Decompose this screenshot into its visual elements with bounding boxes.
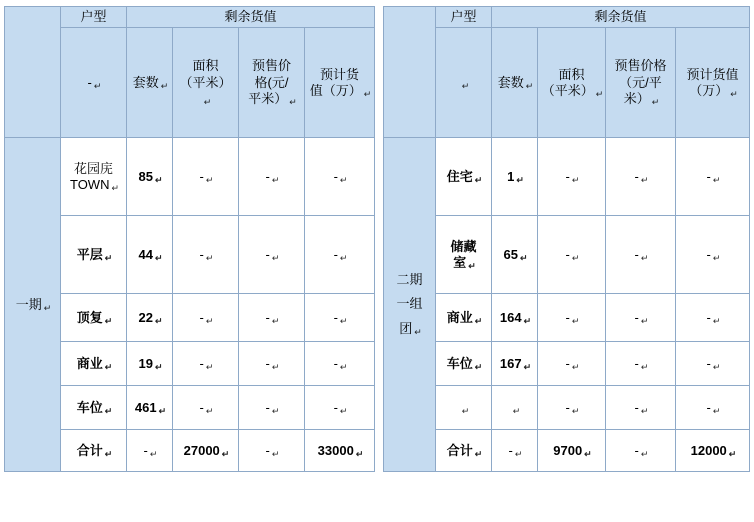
row-type-2-right: 商业 ↵ [435, 294, 491, 342]
row-value-3-right: - ↵ [675, 342, 749, 386]
header-yushoujia-right-line2: （元/平 [619, 74, 662, 90]
group-label-left-text: 一期 ↵ [16, 297, 50, 312]
table-row-header-1 [383, 7, 749, 28]
row-price-3-right: - ↵ [605, 342, 675, 386]
row-value-total: 33000 ↵ [305, 430, 375, 472]
table-row [383, 386, 749, 430]
row-area-2: - ↵ [173, 294, 239, 342]
header-yujihuozhi-right-line2: （万） ↵ [679, 83, 746, 99]
table-row-total [5, 430, 375, 472]
row-area-3-right: - ↵ [537, 342, 605, 386]
row-value-total-right: 12000 ↵ [675, 430, 749, 472]
header-taoshu-right: 套数 ↵ [491, 28, 537, 138]
row-type-1-right-line1: 储藏 [450, 238, 477, 254]
row-count-1: 44 ↵ [127, 216, 173, 294]
header-remaining-value-right: 剩余货值 [491, 7, 749, 28]
table-row [383, 138, 749, 216]
row-price-0: - ↵ [239, 138, 305, 216]
header-mianji-line1: 面积 [192, 58, 219, 74]
row-type-0 [61, 138, 127, 216]
row-type-0-line2: TOWN ↵ [64, 177, 123, 193]
row-value-3: - ↵ [305, 342, 375, 386]
right-corner-cell [383, 7, 435, 138]
row-type-2: 顶复 ↵ [61, 294, 127, 342]
row-count-4-right [491, 386, 537, 430]
header-huxing-right: 户型 [435, 7, 491, 28]
row-count-total-right: - ↵ [491, 430, 537, 472]
row-area-1-right: - ↵ [537, 216, 605, 294]
row-value-4: - ↵ [305, 386, 375, 430]
table-row [383, 294, 749, 342]
row-area-4: - ↵ [173, 386, 239, 430]
row-type-0-right: 住宅 ↵ [435, 138, 491, 216]
group-label-right-line2: 一组 [396, 296, 423, 312]
header-yushoujia-line1: 预售价 [251, 58, 291, 74]
row-count-2-right: 164 ↵ [491, 294, 537, 342]
header-mianji-right-line1: 面积 [558, 66, 585, 82]
row-area-2-right: - ↵ [537, 294, 605, 342]
group-label-right [383, 138, 435, 472]
row-type-total-right: 合计 ↵ [435, 430, 491, 472]
table-row [383, 216, 749, 294]
header-mianji-right [537, 28, 605, 138]
table-row [5, 386, 375, 430]
table-right [383, 6, 750, 472]
table-row [5, 342, 375, 386]
row-value-1-right: - ↵ [675, 216, 749, 294]
header-mianji [173, 28, 239, 138]
row-price-4: - ↵ [239, 386, 305, 430]
table-row-header-2 [5, 28, 375, 138]
row-value-2-right: - ↵ [675, 294, 749, 342]
row-value-0: - ↵ [305, 138, 375, 216]
row-area-0: - ↵ [173, 138, 239, 216]
header-remaining-value: 剩余货值 [127, 7, 375, 28]
row-price-2: - ↵ [239, 294, 305, 342]
row-area-1: - ↵ [173, 216, 239, 294]
row-price-0-right: - ↵ [605, 138, 675, 216]
row-price-4-right: - ↵ [605, 386, 675, 430]
row-area-total: 27000 ↵ [173, 430, 239, 472]
row-value-0-right: - ↵ [675, 138, 749, 216]
row-price-1: - ↵ [239, 216, 305, 294]
header-yushoujia-line2: 格(元/ [254, 74, 289, 90]
table-row [5, 138, 375, 216]
header-huxing-sub: - ↵ [61, 28, 127, 138]
table-row-total [383, 430, 749, 472]
header-huxing: 户型 [61, 7, 127, 28]
header-yushoujia-right [605, 28, 675, 138]
row-type-1-right [435, 216, 491, 294]
row-type-1-right-line2: 室 ↵ [439, 255, 488, 271]
group-label-left [5, 138, 61, 472]
header-mianji-right-line2: （平米） ↵ [541, 83, 602, 99]
header-yujihuozhi-line2: 值（万） ↵ [308, 83, 371, 99]
row-price-total-right: - ↵ [605, 430, 675, 472]
left-corner-cell [5, 7, 61, 138]
header-yujihuozhi-right [675, 28, 749, 138]
header-yushoujia-line3: 平米） ↵ [242, 91, 301, 107]
row-type-4: 车位 ↵ [61, 386, 127, 430]
header-yujihuozhi-line1: 预计货 [320, 66, 360, 82]
group-label-right-line1: 二期 [396, 271, 423, 287]
row-count-total: - ↵ [127, 430, 173, 472]
row-count-2: 22 ↵ [127, 294, 173, 342]
row-value-2: - ↵ [305, 294, 375, 342]
header-yushoujia [239, 28, 305, 138]
row-price-1-right: - ↵ [605, 216, 675, 294]
row-area-3: - ↵ [173, 342, 239, 386]
table-row-header-1 [5, 7, 375, 28]
table-row [383, 342, 749, 386]
table-row [5, 294, 375, 342]
row-area-total-right: 9700 ↵ [537, 430, 605, 472]
row-price-2-right: - ↵ [605, 294, 675, 342]
row-type-3: 商业 ↵ [61, 342, 127, 386]
row-count-1-right: 65 ↵ [491, 216, 537, 294]
table-left [4, 6, 375, 472]
header-yushoujia-right-line3: 米） ↵ [609, 91, 672, 107]
row-count-4: 461 ↵ [127, 386, 173, 430]
tables-container [4, 6, 750, 522]
table-row-header-2 [383, 28, 749, 138]
group-label-right-line3: 团 ↵ [387, 317, 432, 342]
header-taoshu: 套数 ↵ [127, 28, 173, 138]
header-yujihuozhi [305, 28, 375, 138]
row-type-total: 合计 ↵ [61, 430, 127, 472]
table-gap [375, 6, 383, 522]
row-count-0: 85 ↵ [127, 138, 173, 216]
header-huxing-sub-right [435, 28, 491, 138]
row-value-1: - ↵ [305, 216, 375, 294]
row-type-1: 平层 ↵ [61, 216, 127, 294]
row-area-0-right: - ↵ [537, 138, 605, 216]
row-count-0-right: 1 ↵ [491, 138, 537, 216]
row-area-4-right: - ↵ [537, 386, 605, 430]
header-mianji-line2: （平米） ↵ [176, 75, 235, 108]
header-yujihuozhi-right-line1: 预计货值 [686, 66, 739, 82]
row-type-0-line1: 花园庑 [73, 160, 113, 176]
table-row [5, 216, 375, 294]
header-yushoujia-right-line1: 预售价格 [614, 58, 667, 74]
row-type-4-right [435, 386, 491, 430]
row-price-total: - ↵ [239, 430, 305, 472]
row-count-3: 19 ↵ [127, 342, 173, 386]
row-type-3-right: 车位 ↵ [435, 342, 491, 386]
row-price-3: - ↵ [239, 342, 305, 386]
row-value-4-right: - ↵ [675, 386, 749, 430]
row-count-3-right: 167 ↵ [491, 342, 537, 386]
